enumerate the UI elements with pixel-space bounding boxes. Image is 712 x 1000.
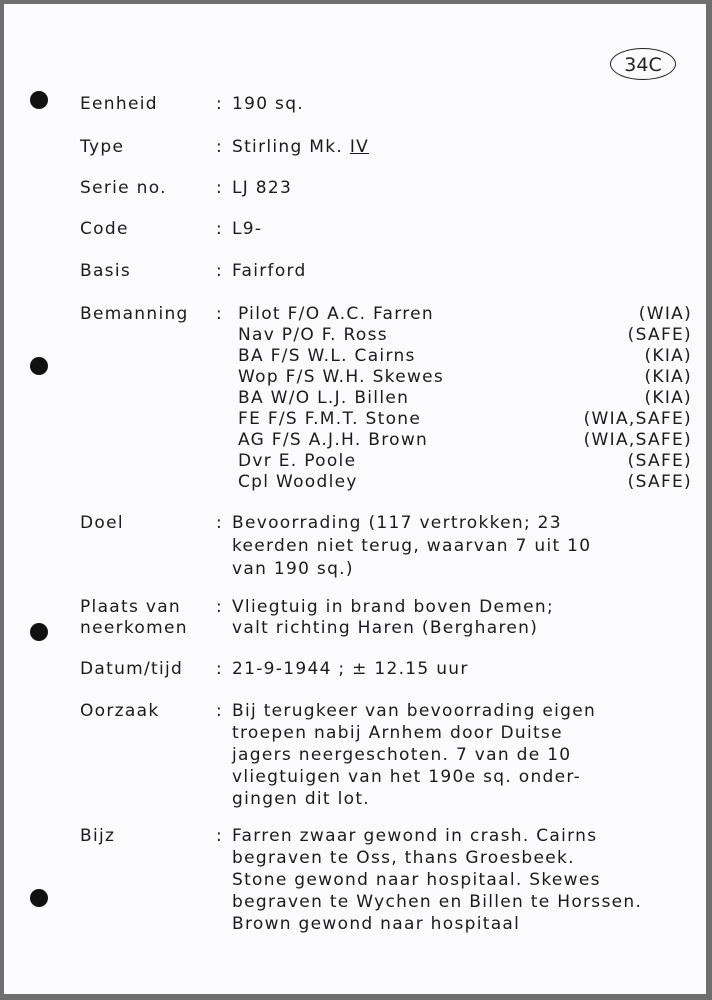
crew-status: (WIA,SAFE) [583,409,692,429]
value-basis: Fairford [232,261,307,281]
label-eenheid: Eenheid [80,94,158,114]
value-bijz-line: Brown gewond naar hospitaal [232,914,521,934]
colon: : [216,219,224,239]
crew-status: (KIA) [644,388,692,408]
value-plaats-line: valt richting Haren (Bergharen) [232,618,539,638]
colon: : [216,659,224,679]
crew-member: AG F/S A.J.H. Brown [238,430,429,450]
colon: : [216,701,224,721]
colon: : [216,261,224,281]
value-type-model: Stirling Mk. [232,137,344,157]
label-type: Type [80,137,125,157]
colon: : [216,597,224,617]
crew-member: Pilot F/O A.C. Farren [238,304,434,324]
punch-hole [30,623,48,641]
colon: : [216,94,224,114]
crew-status: (SAFE) [627,472,692,492]
value-oorzaak-line: gingen dit lot. [232,789,370,809]
value-bijz-line: begraven te Oss, thans Groesbeek. [232,848,575,868]
colon: : [216,826,224,846]
value-oorzaak-line: jagers neergeschoten. 7 van de 10 [232,745,572,765]
value-serie: LJ 823 [232,178,293,198]
label-bemanning: Bemanning [80,304,189,324]
colon: : [216,304,224,324]
punch-hole [30,889,48,907]
value-oorzaak-line: troepen nabij Arnhem door Duitse [232,723,563,743]
crew-status: (SAFE) [627,451,692,471]
crew-status: (KIA) [644,346,692,366]
value-bijz-line: begraven te Wychen en Billen te Horssen. [232,892,643,912]
crew-member: FE F/S F.M.T. Stone [238,409,422,429]
punch-hole [30,357,48,375]
value-doel-line: van 190 sq.) [232,559,354,579]
label-plaats: neerkomen [80,618,188,638]
label-serie: Serie no. [80,178,167,198]
crew-member: BA F/S W.L. Cairns [238,346,416,366]
crew-status: (WIA) [638,304,692,324]
value-oorzaak-line: vliegtuigen van het 190e sq. onder- [232,767,582,787]
value-bijz-line: Farren zwaar gewond in crash. Cairns [232,826,598,846]
crew-member: Nav P/O F. Ross [238,325,388,345]
label-bijz: Bijz [80,826,116,846]
value-eenheid: 190 sq. [232,94,305,114]
crew-status: (WIA,SAFE) [583,430,692,450]
label-plaats: Plaats van [80,597,181,617]
value-doel-line: keerden niet terug, waarvan 7 uit 10 [232,536,592,556]
label-datum: Datum/tijd [80,659,184,679]
colon: : [216,137,224,157]
value-type [232,137,369,158]
value-type-mark: IV [349,137,370,157]
page-number: 34C [610,48,676,80]
value-code: L9- [232,219,263,239]
value-bijz-line: Stone gewond naar hospitaal. Skewes [232,870,601,890]
label-basis: Basis [80,261,132,281]
value-datum: 21-9-1944 ; ± 12.15 uur [232,659,469,679]
crew-status: (SAFE) [627,325,692,345]
crew-status: (KIA) [644,367,692,387]
crew-member: Wop F/S W.H. Skewes [238,367,445,387]
value-oorzaak-line: Bij terugkeer van bevoorrading eigen [232,701,597,721]
crew-member: Cpl Woodley [238,472,358,492]
colon: : [216,178,224,198]
label-oorzaak: Oorzaak [80,701,160,721]
crew-member: BA W/O L.J. Billen [238,388,410,408]
punch-hole [30,91,48,109]
colon: : [216,513,224,533]
value-plaats-line: Vliegtuig in brand boven Demen; [232,597,555,617]
label-code: Code [80,219,129,239]
value-doel-line: Bevoorrading (117 vertrokken; 23 [232,513,562,533]
label-doel: Doel [80,513,124,533]
crew-member: Dvr E. Poole [238,451,357,471]
